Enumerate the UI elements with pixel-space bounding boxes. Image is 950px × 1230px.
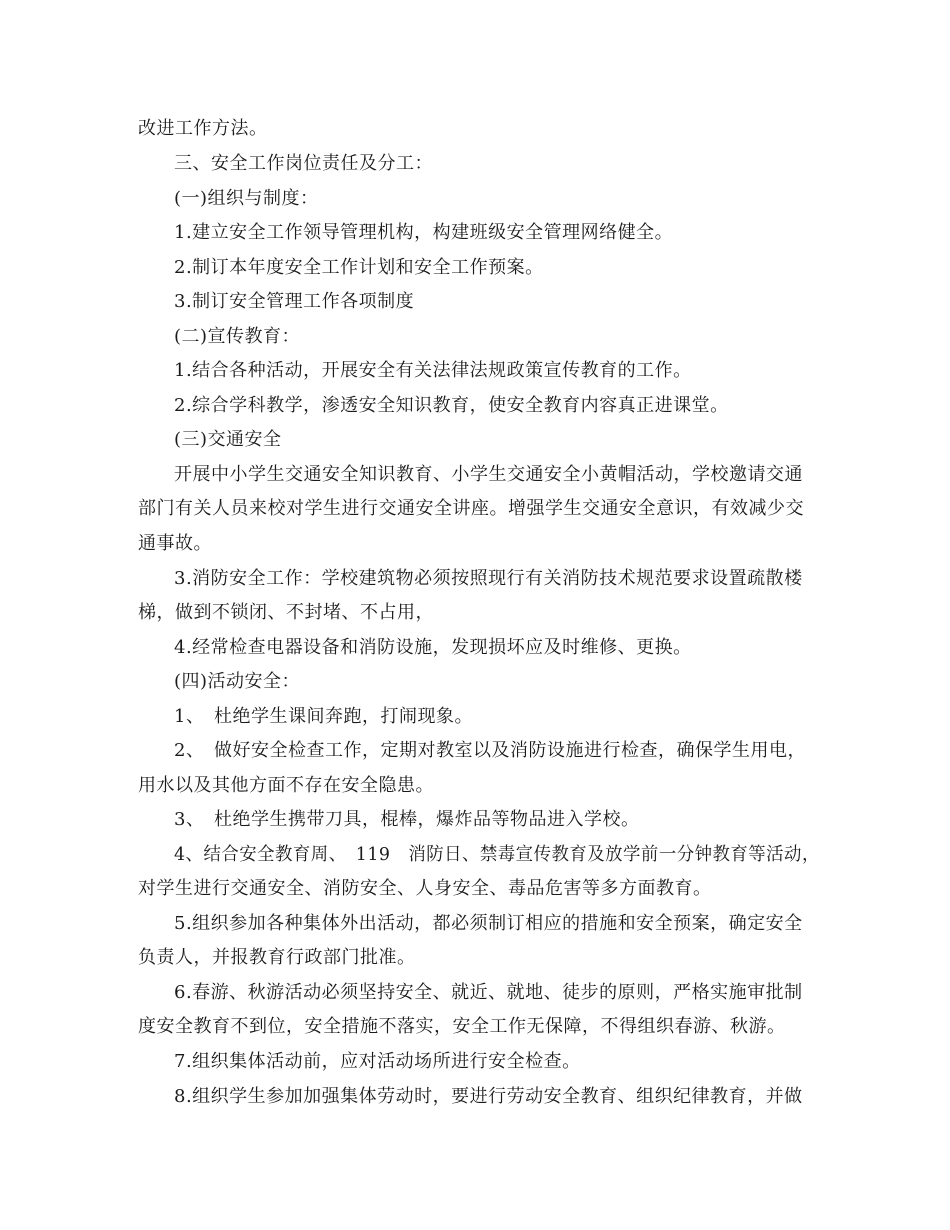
text-line: 1.建立安全工作领导管理机构，构建班级安全管理网络健全。 (174, 222, 674, 243)
text-line: 度安全教育不到位，安全措施不落实，安全工作无保障，不得组织春游、秋游。 (138, 1016, 786, 1037)
text-line: 2.制订本年度安全工作计划和安全工作预案。 (174, 257, 544, 278)
text-line: 3、 杜绝学生携带刀具，棍棒，爆炸品等物品进入学校。 (174, 809, 640, 830)
text-line: 1、 杜绝学生课间奔跑，打闹现象。 (174, 706, 473, 727)
text-line: 改进工作方法。 (138, 118, 268, 139)
text-line: 通事故。 (138, 533, 212, 554)
subsection-heading: (一)组织与制度： (174, 188, 319, 209)
text-line: 8.组织学生参加加强集体劳动时，要进行劳动安全教育、组织纪律教育，并做 (174, 1086, 803, 1107)
text-line: 3.制订安全管理工作各项制度 (174, 291, 415, 312)
text-line: 3.消防安全工作：学校建筑物必须按照现行有关消防技术规范要求设置疏散楼 (174, 568, 803, 589)
text-line: 6.春游、秋游活动必须坚持安全、就近、就地、徒步的原则，严格实施审批制 (174, 982, 803, 1003)
text-line: 4.经常检查电器设备和消防设施，发现损坏应及时维修、更换。 (174, 637, 692, 658)
text-line: 开展中小学生交通安全知识教育、小学生交通安全小黄帽活动，学校邀请交通 (174, 464, 803, 485)
text-line: 1.结合各种活动，开展安全有关法律法规政策宣传教育的工作。 (174, 360, 692, 381)
text-line: 用水以及其他方面不存在安全隐患。 (138, 775, 434, 796)
subsection-heading: (三)交通安全 (174, 429, 282, 450)
text-line: 2.综合学科教学，渗透安全知识教育，使安全教育内容真正进课堂。 (174, 395, 729, 416)
subsection-heading: (二)宣传教育： (174, 326, 301, 347)
text-line: 梯，做到不锁闭、不封堵、不占用， (138, 602, 434, 623)
text-line: 负责人，并报教育行政部门批准。 (138, 947, 416, 968)
section-heading: 三、安全工作岗位责任及分工： (174, 153, 433, 174)
text-line: 对学生进行交通安全、消防安全、人身安全、毒品危害等多方面教育。 (138, 878, 712, 899)
text-line: 7.组织集体活动前，应对活动场所进行安全检查。 (174, 1051, 581, 1072)
subsection-heading: (四)活动安全： (174, 671, 301, 692)
text-line: 4、结合安全教育周、 119 消防日、禁毒宣传教育及放学前一分钟教育等活动， (174, 844, 820, 865)
text-line: 5.组织参加各种集体外出活动，都必须制订相应的措施和安全预案，确定安全 (174, 913, 803, 934)
text-line: 2、 做好安全检查工作，定期对教室以及消防设施进行检查，确保学生用电， (174, 740, 806, 761)
text-line: 部门有关人员来校对学生进行交通安全讲座。增强学生交通安全意识，有效减少交 (138, 498, 804, 519)
